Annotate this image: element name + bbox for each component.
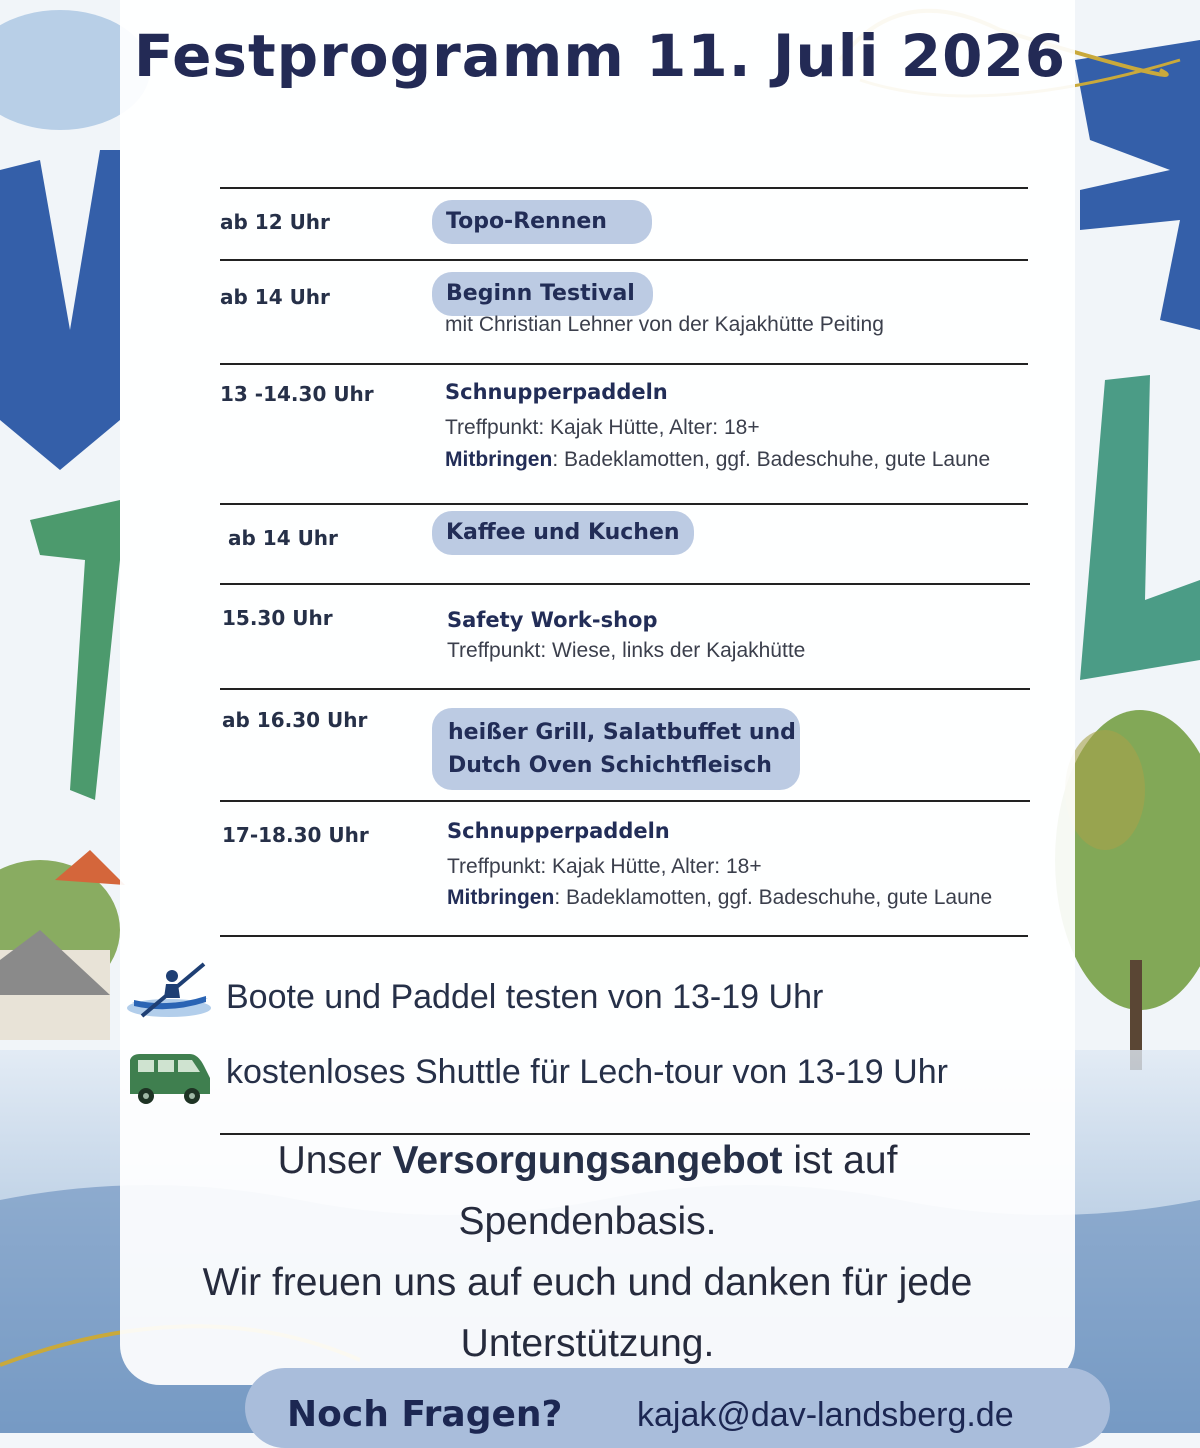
event-badge-line: heißer Grill, Salatbuffet und — [448, 720, 796, 745]
event-badge-line: Dutch Oven Schichtfleisch — [448, 753, 772, 778]
schedule-time: 17-18.30 Uhr — [222, 823, 369, 847]
divider — [220, 187, 1028, 189]
contact-banner — [245, 1368, 1110, 1448]
schedule-time: ab 16.30 Uhr — [222, 708, 368, 732]
event-badge: Kaffee und Kuchen — [432, 511, 694, 555]
event-description: mit Christian Lehner von der Kajakhütte Peiting — [445, 313, 884, 336]
event-badge — [432, 708, 800, 790]
page-title: Festprogramm 11. Juli 2026 — [133, 22, 1067, 90]
schedule-time: 13 -14.30 Uhr — [220, 382, 374, 406]
donation-note: Unser Versorgungsangebot ist auf Spendenbasis. Wir freuen uns auf euch und danken für jede Unterstützung. — [202, 1139, 973, 1365]
event-title: Schnupperpaddeln — [447, 819, 670, 843]
event-badge: Topo-Rennen — [432, 200, 652, 244]
schedule-time: ab 12 Uhr — [220, 210, 330, 234]
event-badge: Beginn Testival — [432, 272, 653, 316]
event-meeting-point: Treffpunkt: Wiese, links der Kajakhütte — [447, 639, 806, 662]
schedule-time: ab 14 Uhr — [228, 526, 338, 550]
divider — [220, 363, 1028, 365]
divider — [220, 800, 1030, 802]
boat-test-info: Boote und Paddel testen von 13-19 Uhr — [226, 978, 824, 1016]
schedule-time: 15.30 Uhr — [222, 606, 333, 630]
event-title: Safety Work-shop — [447, 608, 658, 632]
contact-email[interactable]: kajak@dav-landsberg.de — [637, 1396, 1014, 1434]
divider — [220, 259, 1028, 261]
event-title: Schnupperpaddeln — [445, 380, 668, 404]
event-bring-list: Mitbringen: Badeklamotten, ggf. Badeschuhe, gute Laune — [447, 886, 993, 909]
van-icon — [126, 1046, 214, 1112]
divider — [220, 583, 1030, 585]
kayak-icon — [124, 958, 214, 1026]
divider — [220, 503, 1028, 505]
divider — [220, 935, 1028, 937]
contact-question: Noch Fragen? — [287, 1394, 563, 1435]
event-meeting-point: Treffpunkt: Kajak Hütte, Alter: 18+ — [447, 855, 762, 878]
schedule-time: ab 14 Uhr — [220, 285, 330, 309]
event-bring-list: Mitbringen: Badeklamotten, ggf. Badeschuhe, gute Laune — [445, 448, 991, 471]
shuttle-info: kostenloses Shuttle für Lech-tour von 13-19 Uhr — [226, 1053, 948, 1091]
event-meeting-point: Treffpunkt: Kajak Hütte, Alter: 18+ — [445, 416, 760, 439]
divider — [220, 688, 1030, 690]
